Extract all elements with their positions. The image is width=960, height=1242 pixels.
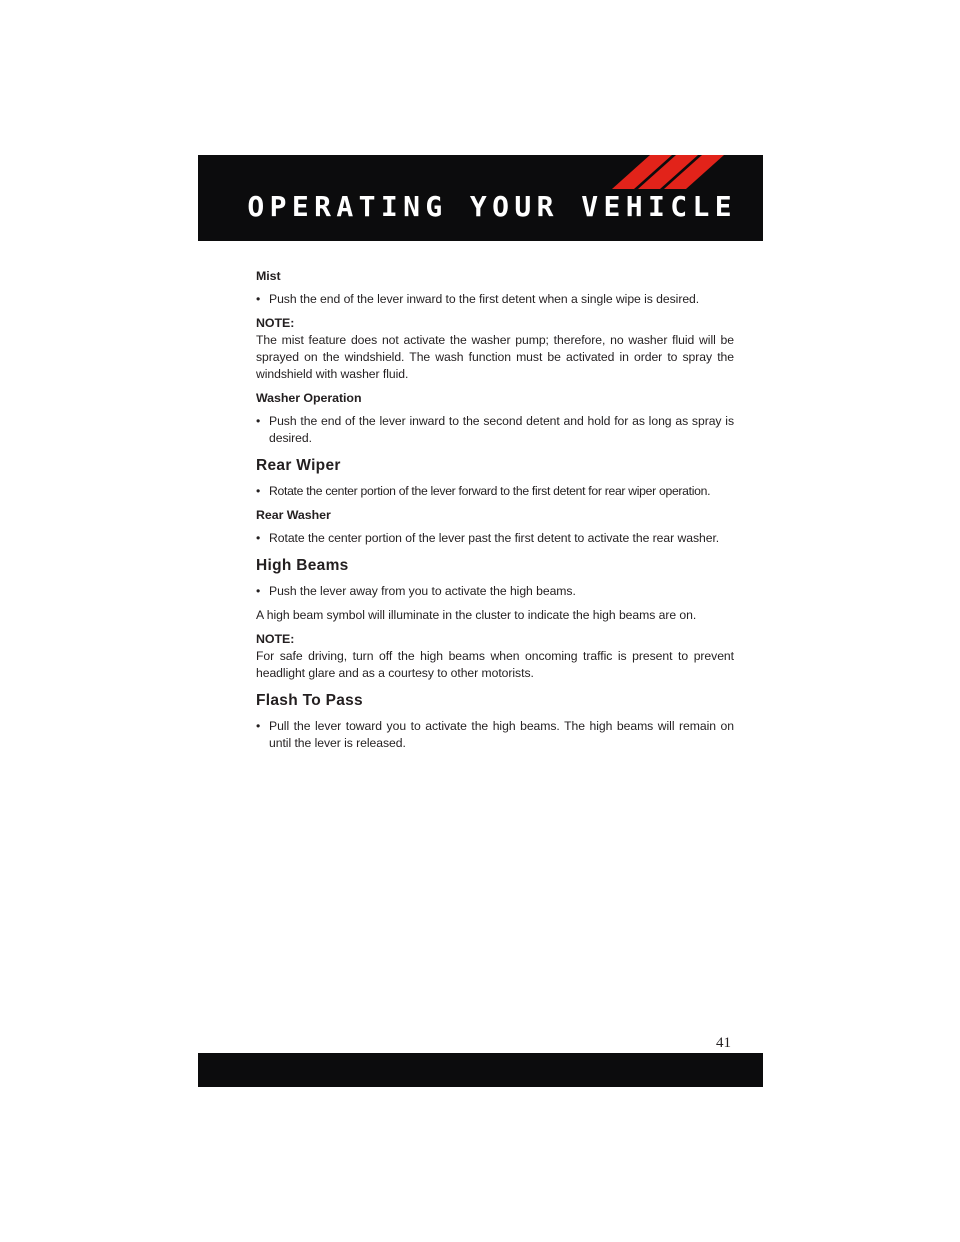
mist-note-text: The mist feature does not activate the washer pump; therefore, no washer fluid will be sprayed on the windshield. The wash function must be activated in order to spray the windshield with washer fluid.: [256, 333, 734, 381]
rear-washer-bullet: [256, 530, 734, 547]
high-beams-heading: High Beams: [256, 557, 349, 574]
rear-wiper-heading: Rear Wiper: [256, 457, 341, 474]
flash-to-pass-heading: Flash To Pass: [256, 692, 363, 709]
footer-bar: [198, 1053, 763, 1087]
rear-washer-heading: Rear Washer: [256, 508, 331, 522]
high-beams-paragraph: A high beam symbol will illuminate in the cluster to indicate the high beams are on.: [256, 608, 697, 622]
bullet-marker: •: [256, 719, 261, 733]
flash-to-pass-bullet: [256, 718, 734, 752]
bullet-marker: •: [256, 531, 261, 545]
mist-note-label: NOTE:: [256, 316, 295, 330]
washer-operation-bullet: [256, 413, 734, 447]
page-content: [256, 268, 734, 752]
rear-washer-bullet-text: Rotate the center portion of the lever past the first detent to activate the rear washer.: [269, 531, 720, 545]
mist-bullet-text: Push the end of the lever inward to the first detent when a single wipe is desired.: [269, 292, 700, 306]
bullet-marker: •: [256, 414, 261, 428]
section-header-bar: [198, 155, 763, 241]
bullet-marker: •: [256, 484, 261, 498]
flash-to-pass-bullet-text: Pull the lever toward you to activate the high beams. The high beams will remain on until the lever is released.: [269, 719, 734, 750]
bullet-marker: •: [256, 292, 261, 306]
section-title: OPERATING YOUR VEHICLE: [247, 190, 737, 223]
high-beams-note-label: NOTE:: [256, 632, 295, 646]
mist-heading: Mist: [256, 269, 281, 283]
mist-bullet: [256, 291, 734, 308]
high-beams-bullet-text: Push the lever away from you to activate the high beams.: [269, 584, 576, 598]
high-beams-note-text: For safe driving, turn off the high beams when oncoming traffic is present to prevent headlight glare and as a courtesy to other motorists.: [256, 649, 734, 680]
rear-wiper-bullet: [256, 483, 734, 500]
page-number: 41: [716, 1035, 731, 1051]
rear-wiper-bullet-text: Rotate the center portion of the lever forward to the first detent for rear wiper operation.: [269, 484, 711, 498]
washer-operation-bullet-text: Push the end of the lever inward to the second detent and hold for as long as spray is desired.: [269, 414, 734, 445]
washer-operation-heading: Washer Operation: [256, 391, 362, 405]
high-beams-bullet: [256, 583, 734, 600]
bullet-marker: •: [256, 584, 261, 598]
